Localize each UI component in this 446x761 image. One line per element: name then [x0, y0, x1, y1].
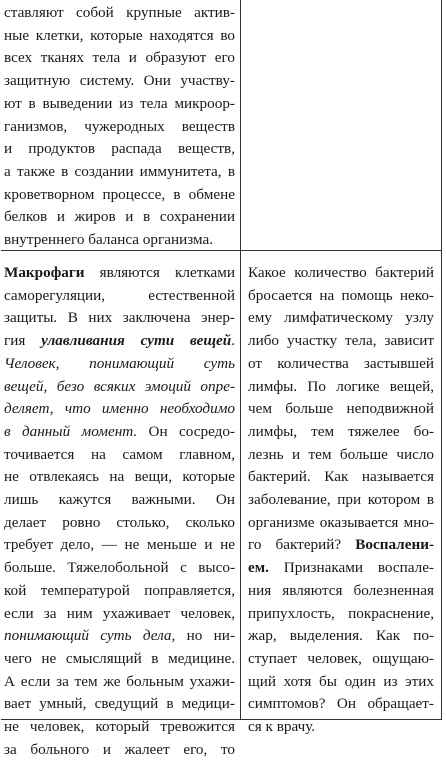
text-line: чем больше неподвижной [248, 400, 434, 418]
text-line: ему лимфатическому узлу [248, 309, 434, 327]
text-line: ганизмов, чужеродных веществ [4, 117, 235, 135]
text-line: кой температурой поправляется, [4, 581, 235, 599]
left-top-paragraph [4, 2, 235, 252]
text-line: от количества застывшей [248, 354, 434, 372]
text-line: либо участку тела, зависит [248, 332, 434, 350]
text-line: вещей, безо всяких эмоций опре- [4, 377, 235, 395]
text-line: щий хотя бы один из этих [248, 672, 434, 690]
term-inflammation: Воспалени- [355, 536, 434, 554]
text-line: саморегуляции, естественной [4, 286, 235, 304]
text-line: ют в выведении из тела микроор- [4, 94, 235, 112]
term-macrophages: Макрофаги [4, 264, 85, 281]
text-line: не отвлекаясь на вещи, которые [4, 468, 235, 486]
text-line: если за ним ухаживает человек, [4, 604, 235, 622]
text-line: точивается на самом главном, [4, 445, 235, 463]
text-line: внутреннего баланса организма. [4, 231, 214, 249]
text-line: кроветворном процессе, в обмене [4, 185, 235, 203]
text-line: лезнь и тем больше число [248, 445, 434, 463]
text-line: бактерий. Как называется [248, 468, 434, 486]
text-line: бросается на помощь неко- [248, 286, 434, 304]
emphasis-term: улавливания сути вещей [41, 332, 232, 350]
text-line: организме оказывается мно- [248, 513, 434, 531]
text-line: защиты. В них заключена энер- [4, 309, 235, 327]
text-line: лимфы. По логике вещей, [248, 377, 434, 395]
text-line: А если за тем же больным ухажи- [4, 672, 235, 690]
text-line: чего не смыслящий в медицине. [4, 649, 235, 667]
text-line: Человек, понимающий суть [4, 354, 235, 372]
text-line: гия улавливания сути вещей. [4, 332, 236, 350]
text-line: ставляют собой крупные актив- [4, 4, 235, 21]
text-line: ные клетки, которые находятся во [4, 26, 235, 44]
text-line: вает умный, сведущий в медици- [4, 695, 235, 713]
text-line: деляет, что именно необходимо [4, 400, 235, 418]
text-line: заболевание, при котором в [248, 491, 434, 509]
text-line: ся к врачу. [248, 718, 316, 736]
text-line: го бактерий? Воспалени- [248, 536, 434, 554]
text-line: жар, выделения. Как по- [248, 627, 434, 645]
text-line: понимающий суть дела, но ни- [4, 627, 235, 645]
bacteria-paragraph [248, 262, 434, 739]
text-line: ем. Признаками воспале- [248, 559, 434, 577]
text-line: ступает человек, ощущаю- [248, 649, 434, 667]
text-line: Какое количество бактерий [248, 264, 434, 281]
text-line: симптомов? Он обращает- [248, 695, 434, 713]
text-line: белков и жиров и в сохранении [4, 208, 235, 226]
text-line: и продуктов распада веществ, [4, 140, 235, 158]
text-line: ния являются болезненная [248, 581, 434, 599]
text-line: Макрофаги являются клетками [4, 264, 235, 281]
text-line: за больного и жалеет его, то [4, 740, 235, 758]
text-line: лимфы, тем тяжелее бо- [248, 422, 434, 440]
text-line: в данный момент. Он сосредо- [4, 422, 235, 440]
text-line: припухлость, покраснение, [248, 604, 434, 622]
column-divider [240, 0, 241, 719]
text-line: не человек, который тревожится [4, 718, 235, 736]
text-line: лишь кажутся важными. Он [4, 491, 235, 509]
text-line: всех тканях тела и образуют его [4, 49, 235, 67]
text-line: а также в создании иммунитета, в [4, 162, 235, 180]
text-line: делает ровно столько, сколько [4, 513, 235, 531]
macrophages-paragraph [4, 262, 235, 761]
text-line: больше. Тяжелобольной с высо- [4, 559, 235, 577]
text-line: требует дело, — не меньше и не [4, 536, 235, 554]
text-line: защитную систему. Они участву- [4, 72, 235, 90]
